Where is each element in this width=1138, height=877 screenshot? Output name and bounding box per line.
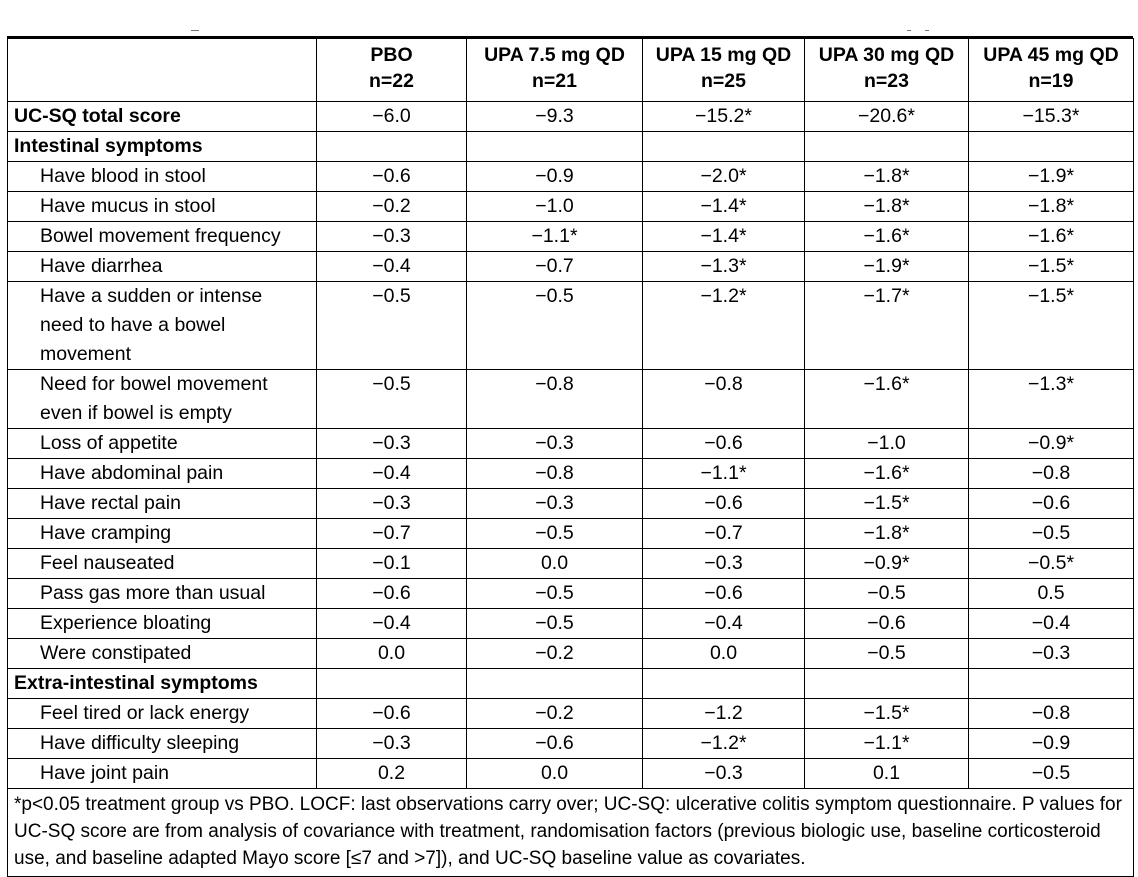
table-cell: −0.7 (317, 519, 467, 549)
table-cell (467, 669, 643, 699)
table-row (8, 519, 1134, 549)
symptom-score-table (7, 38, 1134, 877)
table-cell: −0.4 (643, 609, 805, 639)
table-cell: −0.3 (317, 489, 467, 519)
table-cell: −0.4 (969, 609, 1134, 639)
table-cell: −0.5 (969, 519, 1134, 549)
table-cell: 0.2 (317, 759, 467, 789)
row-label: Experience bloating (8, 609, 317, 639)
table-row (8, 729, 1134, 759)
table-cell: −0.6 (643, 429, 805, 459)
row-label: Were constipated (8, 639, 317, 669)
table-cell: −1.3* (969, 370, 1134, 429)
table-container (7, 0, 1133, 877)
table-cell (805, 669, 969, 699)
table-cell: −0.9* (805, 549, 969, 579)
row-label: Feel nauseated (8, 549, 317, 579)
table-cell: −1.0 (805, 429, 969, 459)
table-cell (643, 669, 805, 699)
table-cell: −15.2* (643, 102, 805, 132)
table-row (8, 549, 1134, 579)
table-cell: −1.0 (467, 192, 643, 222)
table-cell: −0.8 (969, 459, 1134, 489)
table-cell: 0.0 (467, 759, 643, 789)
table-cell: −1.1* (805, 729, 969, 759)
footnote-row (8, 789, 1134, 877)
table-cell (317, 669, 467, 699)
table-cell: −0.9 (467, 162, 643, 192)
table-cell: −0.6 (643, 489, 805, 519)
table-row (8, 639, 1134, 669)
table-cell: −1.8* (805, 519, 969, 549)
table-cell: −0.2 (467, 639, 643, 669)
table-cell: −1.4* (643, 192, 805, 222)
cropped-title-mark (925, 30, 929, 31)
table-cell: −2.0* (643, 162, 805, 192)
table-cell: −0.5 (467, 579, 643, 609)
table-cell: 0.5 (969, 579, 1134, 609)
table-row (8, 699, 1134, 729)
header-row (8, 39, 1134, 102)
table-cell: −1.3* (643, 252, 805, 282)
table-cell: −1.7* (805, 282, 969, 370)
table-cell: −1.9* (969, 162, 1134, 192)
row-heading: Extra-intestinal symptoms (8, 669, 317, 699)
table-cell: −0.3 (317, 222, 467, 252)
table-cell: −1.1* (643, 459, 805, 489)
column-header (8, 39, 317, 102)
column-header-pbo: PBO n=22 (317, 39, 467, 102)
row-heading: Intestinal symptoms (8, 132, 317, 162)
footnote: *p<0.05 treatment group vs PBO. LOCF: last observations carry over; UC-SQ: ulcerative colitis symptom questionnaire. P values for UC-SQ score are from analysis of covariance with treatment, randomisation factors (previous biologic use, baseline corticosteroid use, and baseline adapted Mayo score [≤7 and >7]), and UC-SQ baseline value as covariates. (8, 789, 1134, 877)
table-cell: −6.0 (317, 102, 467, 132)
table-cell (969, 669, 1134, 699)
row-label: Have mucus in stool (8, 192, 317, 222)
table-cell: −0.5 (467, 282, 643, 370)
table-row (8, 192, 1134, 222)
table-cell: −0.5 (317, 370, 467, 429)
row-label: Loss of appetite (8, 429, 317, 459)
table-row (8, 252, 1134, 282)
column-header-upa-30: UPA 30 mg QD n=23 (805, 39, 969, 102)
table-cell: −0.9* (969, 429, 1134, 459)
table-cell: −0.8 (467, 370, 643, 429)
table-cell: −0.6 (467, 729, 643, 759)
table-cell: −1.2* (643, 282, 805, 370)
table-cell: −0.3 (643, 549, 805, 579)
table-cell: −1.8* (805, 162, 969, 192)
table-cell: 0.1 (805, 759, 969, 789)
row-label: Have cramping (8, 519, 317, 549)
row-heading: UC-SQ total score (8, 102, 317, 132)
table-row (8, 370, 1134, 429)
table-cell (969, 132, 1134, 162)
table-row (8, 489, 1134, 519)
table-row (8, 759, 1134, 789)
table-cell (467, 132, 643, 162)
table-cell: −0.6 (643, 579, 805, 609)
row-label: Have difficulty sleeping (8, 729, 317, 759)
table-cell: −1.4* (643, 222, 805, 252)
table-cell (805, 132, 969, 162)
row-label: Have diarrhea (8, 252, 317, 282)
table-cell: −0.5* (969, 549, 1134, 579)
table-row (8, 162, 1134, 192)
table-row (8, 222, 1134, 252)
table-body (8, 102, 1134, 789)
table-row (8, 459, 1134, 489)
row-label: Pass gas more than usual (8, 579, 317, 609)
table-cell: −0.5 (805, 579, 969, 609)
table-cell: −0.5 (467, 519, 643, 549)
table-cell: 0.0 (467, 549, 643, 579)
table-cell: −0.5 (969, 759, 1134, 789)
row-label: Feel tired or lack energy (8, 699, 317, 729)
table-cell: −0.6 (317, 699, 467, 729)
table-cell: −0.3 (317, 729, 467, 759)
table-cell: −0.6 (317, 162, 467, 192)
table-cell: −0.3 (317, 429, 467, 459)
table-row (8, 282, 1134, 370)
table-cell: −1.1* (467, 222, 643, 252)
table-cell: −0.2 (467, 699, 643, 729)
table-cell: −0.8 (969, 699, 1134, 729)
table-cell: −1.8* (969, 192, 1134, 222)
table-cell (317, 132, 467, 162)
cropped-title-mark (191, 30, 199, 31)
table-cell: −1.5* (805, 489, 969, 519)
table-cell: −0.6 (317, 579, 467, 609)
row-label: Have a sudden or intense need to have a bowel movement (8, 282, 317, 370)
column-header-upa-45: UPA 45 mg QD n=19 (969, 39, 1134, 102)
table-cell: −0.3 (969, 639, 1134, 669)
table-cell: −0.5 (467, 609, 643, 639)
table-cell: −1.5* (805, 699, 969, 729)
table-cell: −0.7 (467, 252, 643, 282)
row-label: Have rectal pain (8, 489, 317, 519)
table-cell: 0.0 (317, 639, 467, 669)
column-header-upa-15: UPA 15 mg QD n=25 (643, 39, 805, 102)
table-cell: −9.3 (467, 102, 643, 132)
table-row (8, 579, 1134, 609)
table-cell: −1.2* (643, 729, 805, 759)
table-cell: −0.5 (805, 639, 969, 669)
table-row (8, 102, 1134, 132)
table-cell: −0.4 (317, 459, 467, 489)
table-cell: −0.3 (467, 429, 643, 459)
table-cell: −1.6* (805, 222, 969, 252)
table-cell: −0.5 (317, 282, 467, 370)
table-cell: −0.3 (643, 759, 805, 789)
table-cell: −0.6 (805, 609, 969, 639)
table-cell: −0.2 (317, 192, 467, 222)
table-cell: 0.0 (643, 639, 805, 669)
table-cell: −1.8* (805, 192, 969, 222)
table-cell: −0.3 (467, 489, 643, 519)
column-header-upa-7-5: UPA 7.5 mg QD n=21 (467, 39, 643, 102)
table-row (8, 669, 1134, 699)
table-cell: −0.8 (643, 370, 805, 429)
table-cell (643, 132, 805, 162)
row-label: Need for bowel movement even if bowel is empty (8, 370, 317, 429)
table-cell: −1.2 (643, 699, 805, 729)
table-row (8, 132, 1134, 162)
table-cell: −0.6 (969, 489, 1134, 519)
table-cell: −1.5* (969, 282, 1134, 370)
table-cell: −1.6* (969, 222, 1134, 252)
table-cell: −0.4 (317, 252, 467, 282)
table-cell: −0.7 (643, 519, 805, 549)
table-cell: −1.9* (805, 252, 969, 282)
row-label: Bowel movement frequency (8, 222, 317, 252)
table-row (8, 429, 1134, 459)
cropped-title-mark (907, 30, 911, 31)
table-cell: −0.8 (467, 459, 643, 489)
table-cell: −15.3* (969, 102, 1134, 132)
table-row (8, 609, 1134, 639)
row-label: Have joint pain (8, 759, 317, 789)
table-cell: −0.4 (317, 609, 467, 639)
table-cell: −1.6* (805, 459, 969, 489)
table-cell: −20.6* (805, 102, 969, 132)
table-cell: −1.5* (969, 252, 1134, 282)
table-cell: −0.9 (969, 729, 1134, 759)
table-top-rule (7, 0, 1133, 38)
table-cell: −0.1 (317, 549, 467, 579)
row-label: Have abdominal pain (8, 459, 317, 489)
row-label: Have blood in stool (8, 162, 317, 192)
table-cell: −1.6* (805, 370, 969, 429)
